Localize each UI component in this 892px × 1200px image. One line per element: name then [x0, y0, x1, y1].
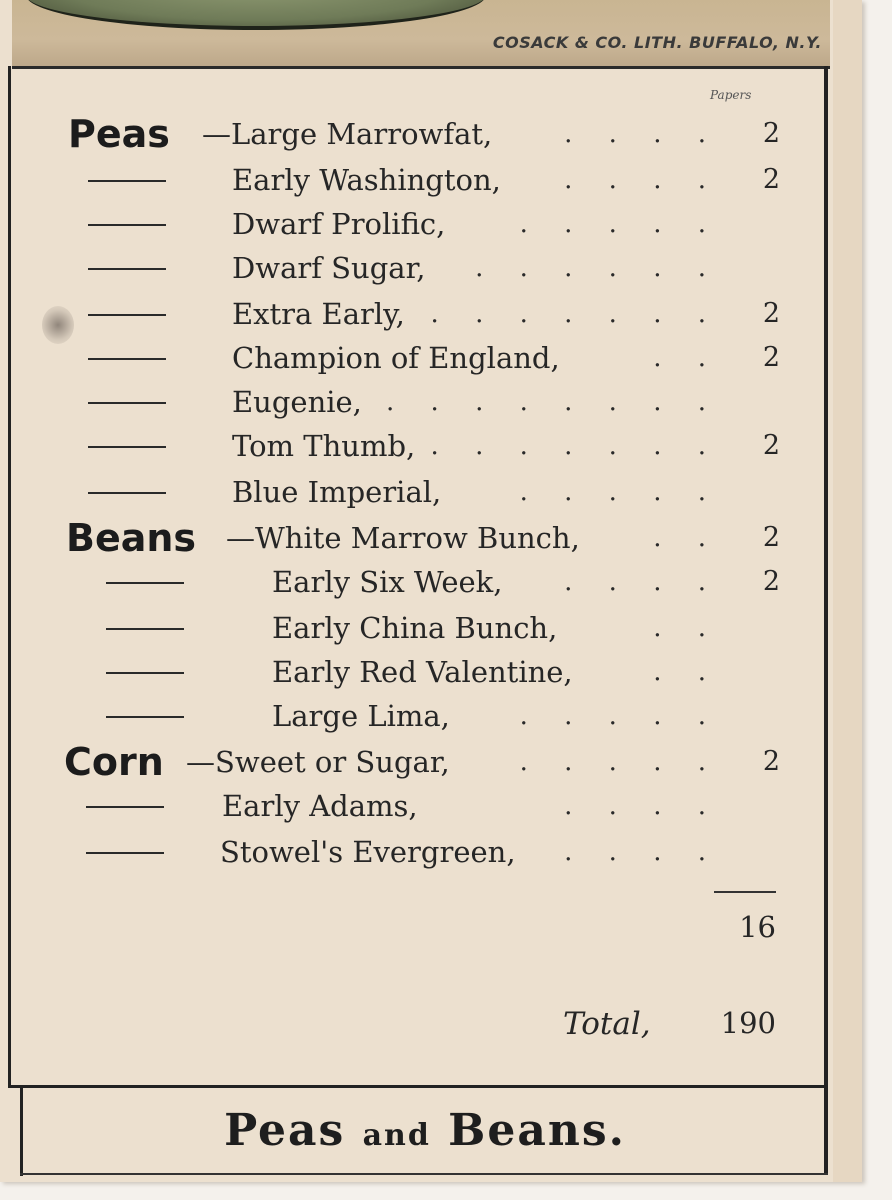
leader-dots: . . . .: [564, 837, 720, 867]
total-value: 190: [720, 1006, 776, 1040]
variety-name: Early Six Week,: [272, 565, 503, 599]
footer-word-beans: Beans.: [448, 1105, 626, 1156]
variety-name: Blue Imperial,: [232, 475, 442, 509]
list-item: [0, 606, 830, 650]
list-item: [0, 830, 830, 874]
top-illustration-banner: [12, 0, 830, 69]
leader-dots: . .: [653, 613, 720, 643]
ink-stain: [42, 306, 74, 344]
ditto-dash: [106, 582, 184, 584]
subtotal-value: 16: [739, 910, 776, 944]
papers-column-header: Papers: [710, 88, 752, 102]
lithographer-credit: COSACK & CO. LITH. BUFFALO, N.Y.: [492, 33, 822, 52]
ditto-dash: [106, 672, 184, 674]
category-heading: Corn: [64, 740, 164, 784]
ditto-dash: [88, 358, 166, 360]
ditto-dash: [106, 628, 184, 630]
variety-name: Early Washington,: [232, 163, 501, 197]
list-item: [0, 784, 830, 828]
ditto-dash: [88, 402, 166, 404]
variety-name: Eugenie,: [232, 385, 362, 419]
category-heading: Beans: [66, 516, 197, 560]
list-item: [0, 202, 830, 246]
papers-count: 2: [762, 342, 780, 373]
list-item: [0, 560, 830, 604]
ditto-dash: [88, 492, 166, 494]
leader-dots: . . . .: [564, 567, 720, 597]
papers-count: 2: [762, 118, 780, 149]
ditto-dash: [106, 716, 184, 718]
total-label: Total,: [563, 1006, 651, 1042]
variety-name: Extra Early,: [232, 297, 405, 331]
leader-dots: . . . . . . . .: [386, 387, 720, 417]
ditto-dash: [88, 224, 166, 226]
papers-count: 2: [762, 522, 780, 553]
list-item: [0, 380, 830, 424]
list-item: [0, 650, 830, 694]
leader-dots: . . . . .: [519, 701, 720, 731]
variety-name: Dwarf Prolific,: [232, 207, 446, 241]
footer-bottom-rule: [20, 1173, 828, 1175]
variety-name: Stowel's Evergreen,: [220, 835, 516, 869]
page-title-footer: [30, 1098, 820, 1164]
variety-name: Dwarf Sugar,: [232, 251, 426, 285]
papers-count: 2: [762, 566, 780, 597]
papers-count: 2: [762, 746, 780, 777]
list-item: [0, 516, 830, 560]
leader-dots: . .: [653, 657, 720, 687]
category-heading: Peas: [68, 112, 170, 156]
list-item: [0, 246, 830, 290]
list-item: [0, 470, 830, 514]
papers-count: 2: [762, 430, 780, 461]
leader-dots: . . . .: [564, 791, 720, 821]
list-item: [0, 424, 830, 468]
subtotal-rule: [714, 891, 776, 893]
ditto-dash: [88, 180, 166, 182]
variety-name: Large Lima,: [272, 699, 450, 733]
variety-name: —Sweet or Sugar,: [186, 745, 450, 779]
footer-word-and: and: [362, 1118, 431, 1153]
ditto-dash: [88, 446, 166, 448]
leader-dots: . . . . .: [519, 747, 720, 777]
leader-dots: . . . . . . .: [430, 431, 720, 461]
list-item: [0, 740, 830, 784]
list-item: [0, 336, 830, 380]
leader-dots: . . . .: [564, 119, 720, 149]
papers-count: 2: [762, 298, 780, 329]
variety-name: Tom Thumb,: [232, 429, 416, 463]
variety-name: —White Marrow Bunch,: [226, 521, 580, 555]
list-item: [0, 694, 830, 738]
leader-dots: . . . . .: [519, 209, 720, 239]
ditto-dash: [86, 806, 164, 808]
frame-bottom-rule: [8, 1085, 828, 1088]
papers-count: 2: [762, 164, 780, 195]
footer-word-peas: Peas: [224, 1105, 346, 1156]
leader-dots: . .: [653, 343, 720, 373]
list-item: [0, 292, 830, 336]
variety-name: —Large Marrowfat,: [202, 117, 493, 151]
leader-dots: . . . . . .: [475, 253, 720, 283]
list-item: [0, 158, 830, 202]
leader-dots: . . . . . . .: [430, 299, 720, 329]
leader-dots: . . . . .: [519, 477, 720, 507]
variety-name: Early China Bunch,: [272, 611, 558, 645]
variety-name: Champion of England,: [232, 341, 560, 375]
variety-name: Early Red Valentine,: [272, 655, 573, 689]
paper-edge: [833, 0, 862, 1182]
vegetable-illustration: [26, 0, 486, 30]
list-item: [0, 112, 830, 156]
leader-dots: . .: [653, 523, 720, 553]
ditto-dash: [88, 268, 166, 270]
ditto-dash: [86, 852, 164, 854]
leader-dots: . . . .: [564, 165, 720, 195]
footer-left-rule: [20, 1088, 23, 1176]
ditto-dash: [88, 314, 166, 316]
variety-name: Early Adams,: [222, 789, 418, 823]
